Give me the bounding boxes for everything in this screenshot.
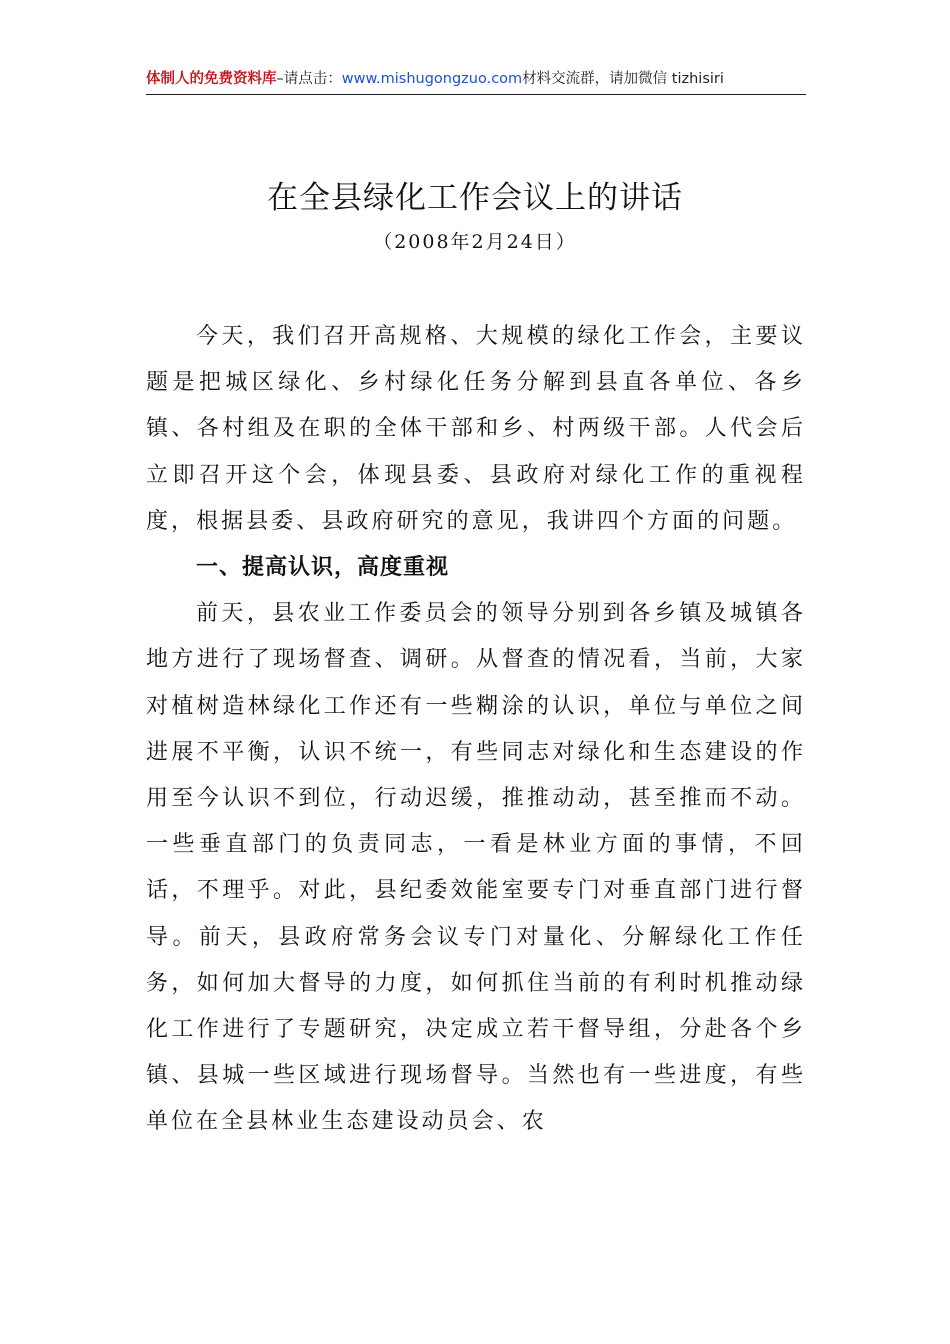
- page-header: [146, 64, 806, 95]
- header-link[interactable]: www.mishugongzuo.com: [341, 71, 523, 87]
- document-date: （2008年2月24日）: [373, 231, 577, 253]
- document-body: [146, 314, 806, 1146]
- header-separator: –请点击：: [276, 71, 342, 87]
- header-brand: 体制人的免费资料库: [146, 71, 277, 87]
- document-title: 在全县绿化工作会议上的讲话: [267, 180, 683, 216]
- header-tail: 材料交流群，请加微信 tizhisiri: [522, 71, 724, 87]
- section-heading: 一、提高认识，高度重视: [196, 555, 450, 581]
- intro-paragraph: 今天，我们召开高规格、大规模的绿化工作会，主要议题是把城区绿化、乡村绿化任务分解到县直各单位、各乡镇、各村组及在职的全体干部和乡、村两级干部。人代会后立即召开这个会，体现县委、县政府对绿化工作的重视程度，根据县委、县政府研究的意见，我讲四个方面的问题。: [146, 324, 806, 534]
- section-paragraph: 前天，县农业工作委员会的领导分别到各乡镇及城镇各地方进行了现场督查、调研。从督查的情况看，当前，大家对植树造林绿化工作还有一些糊涂的认识，单位与单位之间进展不平衡，认识不统一，有些同志对绿化和生态建设的作用至今认识不到位，行动迟缓，推推动动，甚至推而不动。一些垂直部门的负责同志，一看是林业方面的事情，不回话，不理乎。对此，县纪委效能室要专门对垂直部门进行督导。前天，县政府常务会议专门对量化、分解绿化工作任务，如何加大督导的力度，如何抓住当前的有利时机推动绿化工作进行了专题研究，决定成立若干督导组，分赴各个乡镇、县城一些区域进行现场督导。当然也有一些进度，有些单位在全县林业生态建设动员会、农: [146, 601, 806, 1135]
